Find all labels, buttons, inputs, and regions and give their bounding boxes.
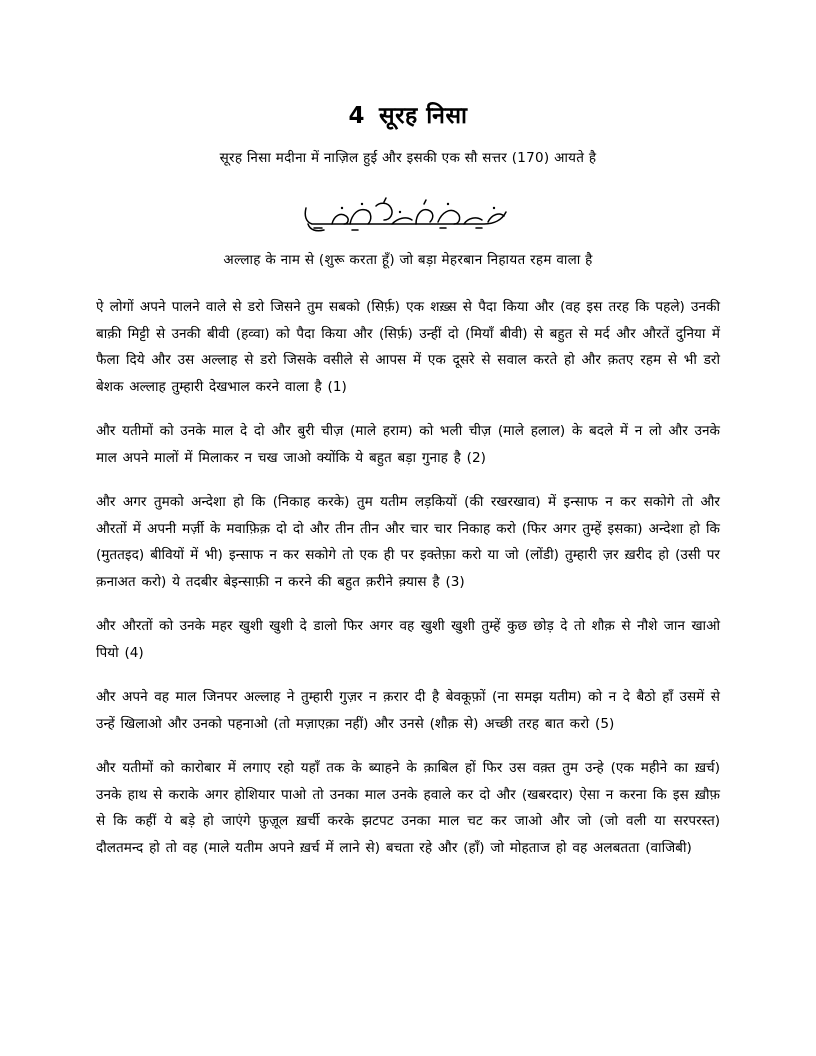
surah-subtitle: सूरह निसा मदीना में नाज़िल हुई और इसकी एक सौ सत्तर (170) आयते है bbox=[219, 149, 597, 166]
verse-paragraph: और यतीमों को उनके माल दे दो और बुरी चीज़ (माले हराम) को भली चीज़ (माले हलाल) के बदले में न लो और उनके माल अपने मालों में मिलाकर न चख जाओ क्योंकि ये बहुत बड़ा गुनाह है (2) bbox=[96, 423, 720, 466]
verse-list bbox=[96, 294, 720, 861]
verse-paragraph: और यतीमों को कारोबार में लगाए रहो यहाँ तक के ब्याहने के क़ाबिल हों फिर उस वक़्त तुम उन्हे (एक महीने का ख़र्च) उनके हाथ से कराके अगर होशियार पाओ तो उनका माल उनके हवाले कर दो और (खबरदार) ऐसा न करना कि इस ख़ौफ़ से कि कहीं ये बड़े हो जाएंगे फ़ुज़ूल ख़र्ची करके झटपट उनका माल चट कर जाओ और जो (जो वली या सरपरस्त) दौलतमन्द हो तो वह (माले यतीम अपने ख़र्च में लाने से) बचता रहे और (हाँ) जो मोहताज हो वह अलबतता (वाजिबी) bbox=[96, 760, 720, 856]
verse-paragraph: और अपने वह माल जिनपर अल्लाह ने तुम्हारी गुज़र न क़रार दी है बेवकूफ़ों (ना समझ यतीम) को न दे बैठो हाँ उसमें से उन्हें खिलाओ और उनको पहनाओ (तो मज़ाएक़ा नहीं) और उनसे (शौक़ से) अच्छी तरह बात करो (5) bbox=[96, 689, 720, 732]
surah-number: 4 bbox=[348, 103, 366, 129]
page-title bbox=[96, 102, 720, 132]
bismillah-transliteration: अल्लाह के नाम से (शुरू करता हूँ) जो बड़ा मेहरबान निहायत रहम वाला है bbox=[223, 252, 593, 269]
verse-paragraph: ऐ लोगों अपने पालने वाले से डरो जिसने तुम सबको (सिर्फ़) एक शख़्स से पैदा किया और (वह इस तरह कि पहले) उनकी बाक़ी मिट्टी से उनकी बीवी (हव्वा) को पैदा किया और (सिर्फ़) उन्हीं दो (मियाँ बीवी) से बहुत से मर्द और औरतें दुनिया में फैला दिये और उस अल्लाह से डरो जिसके वसीले से आपस में एक दूसरे से सवाल करते हो और क़तए रहम से भी डरो बेशक अल्लाह तुम्हारी देखभाल करने वाला है (1) bbox=[96, 299, 720, 395]
verse-paragraph: और अगर तुमको अन्देशा हो कि (निकाह करके) तुम यतीम लड़कियों (की रखरखाव) में इन्साफ न कर सकोगे तो और औरतों में अपनी मर्ज़ी के मवाफ़िक़ दो दो और तीन तीन और चार चार निकाह करो (फिर अगर तुम्हें इसका) अन्देशा हो कि (मुततइद) बीवियों में भी) इन्साफ न कर सकोगे तो एक ही पर इक्तेफ़ा करो या जो (लोंडी) तुम्हारी ज़र ख़रीद हो (उसी पर क़नाअत करो) ये तदबीर बेइन्साफ़ी न करने की बहुत क़रीने क़्यास है (3) bbox=[96, 494, 720, 590]
verse-paragraph: और औरतों को उनके महर खुशी खुशी दे डालो फिर अगर वह खुशी खुशी तुम्हें कुछ छोड़ दे तो शौक़ से नौशे जान खाओ पियो (4) bbox=[96, 618, 720, 661]
bismillah-calligraphy-icon bbox=[96, 194, 720, 240]
surah-name: सूरह निसा bbox=[379, 103, 468, 129]
